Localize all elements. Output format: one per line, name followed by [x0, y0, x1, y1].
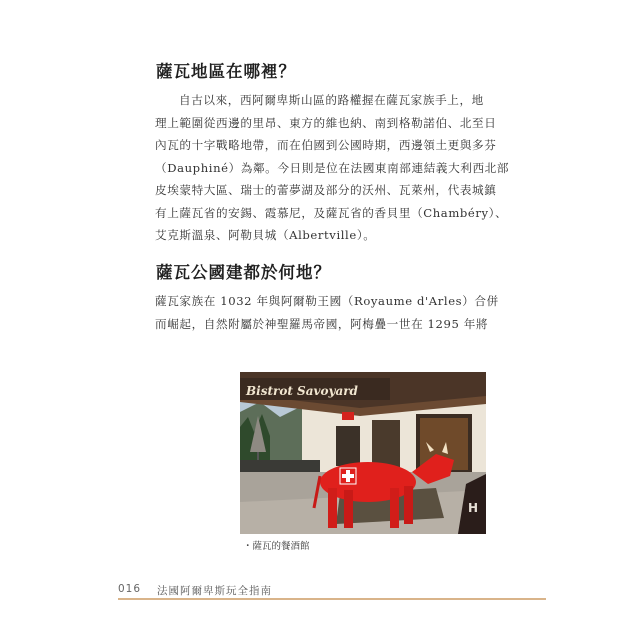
paragraph-line: 而崛起，自然附屬於神聖羅馬帝國，阿梅疊一世在 1295 年將 [155, 316, 489, 331]
section-paragraph-where-is-savoy [155, 89, 510, 247]
running-footer-title: 法國阿爾卑斯玩全指南 [157, 585, 272, 597]
page-number: 016 [118, 583, 142, 595]
svg-text:H: H [468, 501, 479, 515]
bistro-photo [240, 372, 486, 534]
paragraph-line: 理上範圍從西邊的里昂、東方的維也納、南到格勒諾伯、北至日 [155, 115, 497, 130]
footer-rule [118, 598, 546, 600]
section-paragraph-capital [155, 290, 499, 335]
paragraph-line: 皮埃蒙特大區、瑞士的蕾夢湖及部分的沃州、瓦萊州，代表城鎮 [155, 183, 497, 197]
paragraph-line: 艾克斯溫泉、阿勒貝城（Albertville）。 [155, 228, 376, 242]
section-heading-where-is-savoy: 薩瓦地區在哪裡？ [156, 62, 296, 81]
paragraph-line: 內瓦的十字戰略地帶，而在伯國到公國時期，西邊領土更與多芬 [155, 138, 497, 152]
paragraph-line: 薩瓦家族在 1032 年與阿爾勒王國（Royaume d'Arles）合併 [155, 294, 499, 308]
bistro-sign-text: Bistrot Savoyard [246, 384, 358, 398]
paragraph-line: 自古以來，西阿爾卑斯山區的路權握在薩瓦家族手上，地 [179, 93, 484, 107]
photo-caption: ・薩瓦的餐酒館 [243, 541, 310, 552]
paragraph-line: （Dauphiné）為鄰。今日則是位在法國東南部連結義大利西北部 [155, 160, 510, 175]
paragraph-line: 有上薩瓦省的安錫、霞慕尼，及薩瓦省的香貝里（Chambéry）、 [155, 205, 508, 220]
section-heading-capital: 薩瓦公國建都於何地？ [156, 263, 331, 282]
